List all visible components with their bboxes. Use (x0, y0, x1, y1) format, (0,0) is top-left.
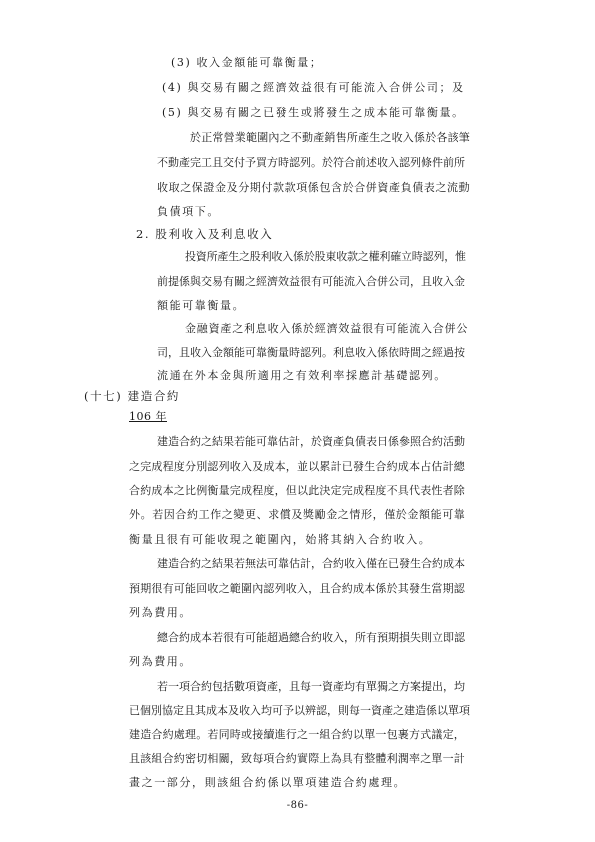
list-item-4: (4) 與交易有關之經濟效益很有可能流入合併公司；及 (162, 81, 465, 94)
section-heading-dividend-interest: 2. 股利收入及利息收入 (136, 227, 274, 241)
paragraph-line: 預期很有可能回收之範圍內認列收入，且合約成本係於其發生當期認 (129, 582, 465, 595)
paragraph-line: 且該組合約密切相關，致每項合約實際上為具有整體利潤率之單一計 (129, 752, 465, 765)
paragraph-line: 負債項下。 (157, 205, 220, 218)
paragraph-line: 建造合約之結果若無法可靠估計，合約收入僅在已發生合約成本 (157, 557, 465, 570)
paragraph-line: 金融資產之利息收入係於經濟效益很有可能流入合併公 (185, 322, 469, 335)
page-number: -86- (286, 800, 309, 811)
section-heading-construction-contracts: (十七) 建造合約 (84, 389, 181, 403)
paragraph-line: 前提係與交易有關之經濟效益很有可能流入合併公司，且收入金 (157, 275, 465, 288)
paragraph-line: 司，且收入金額能可靠衡量時認列。利息收入係依時間之經過按 (157, 346, 465, 359)
paragraph-line: 收取之保證金及分期付款款項係包含於合併資產負債表之流動 (157, 181, 471, 194)
list-item-5: (5) 與交易有關之已發生或將發生之成本能可靠衡量。 (162, 106, 465, 119)
year-label: 106 年 (129, 410, 167, 423)
paragraph-line: 已個別協定且其成本及收入均可予以辨認，則每一資產之建造係以單項 (129, 704, 470, 717)
paragraph-line: 合約成本之比例衡量完成程度，但以此決定完成程度不具代表性者除 (129, 484, 465, 497)
paragraph-line: 建造合約處理。若同時或接續進行之一組合約以單一包裹方式議定， (129, 728, 465, 741)
paragraph-line: 不動產完工且交付予買方時認列。於符合前述收入認列條件前所 (157, 156, 465, 169)
paragraph-line: 額能可靠衡量。 (157, 299, 246, 312)
paragraph-line: 衡量且很有可能收現之範圍內，始將其納入合約收入。 (129, 533, 432, 546)
paragraph-line: 外。若因合約工作之變更、求償及獎勵金之情形，僅於金額能可靠 (129, 508, 466, 521)
paragraph-line: 若一項合約包括數項資產，且每一資產均有單獨之方案提出，均 (157, 680, 465, 693)
paragraph-line: 總合約成本若很有可能超過總合約收入，所有預期損失則立即認 (157, 631, 465, 644)
paragraph-line: 畫之一部分，則該組合約係以單項建造合約處理。 (129, 776, 407, 789)
paragraph-line: 建造合約之結果若能可靠估計，於資產負債表日係參照合約活動 (157, 435, 465, 448)
paragraph-line: 之完成程度分別認列收入及成本，並以累計已發生合約成本占估計總 (129, 460, 465, 473)
paragraph-line: 投資所產生之股利收入係於股東收款之權利確立時認列，惟 (185, 250, 466, 263)
paragraph-line: 列為費用。 (129, 655, 192, 668)
paragraph-line: 於正常營業範圍內之不動產銷售所產生之收入係於各該筆 (190, 131, 470, 144)
paragraph-line: 列為費用。 (129, 606, 192, 619)
paragraph-line: 流通在外本金與所適用之有效利率採應計基礎認列。 (157, 369, 447, 382)
list-item-3: (3) 收入金額能可靠衡量； (171, 56, 323, 69)
